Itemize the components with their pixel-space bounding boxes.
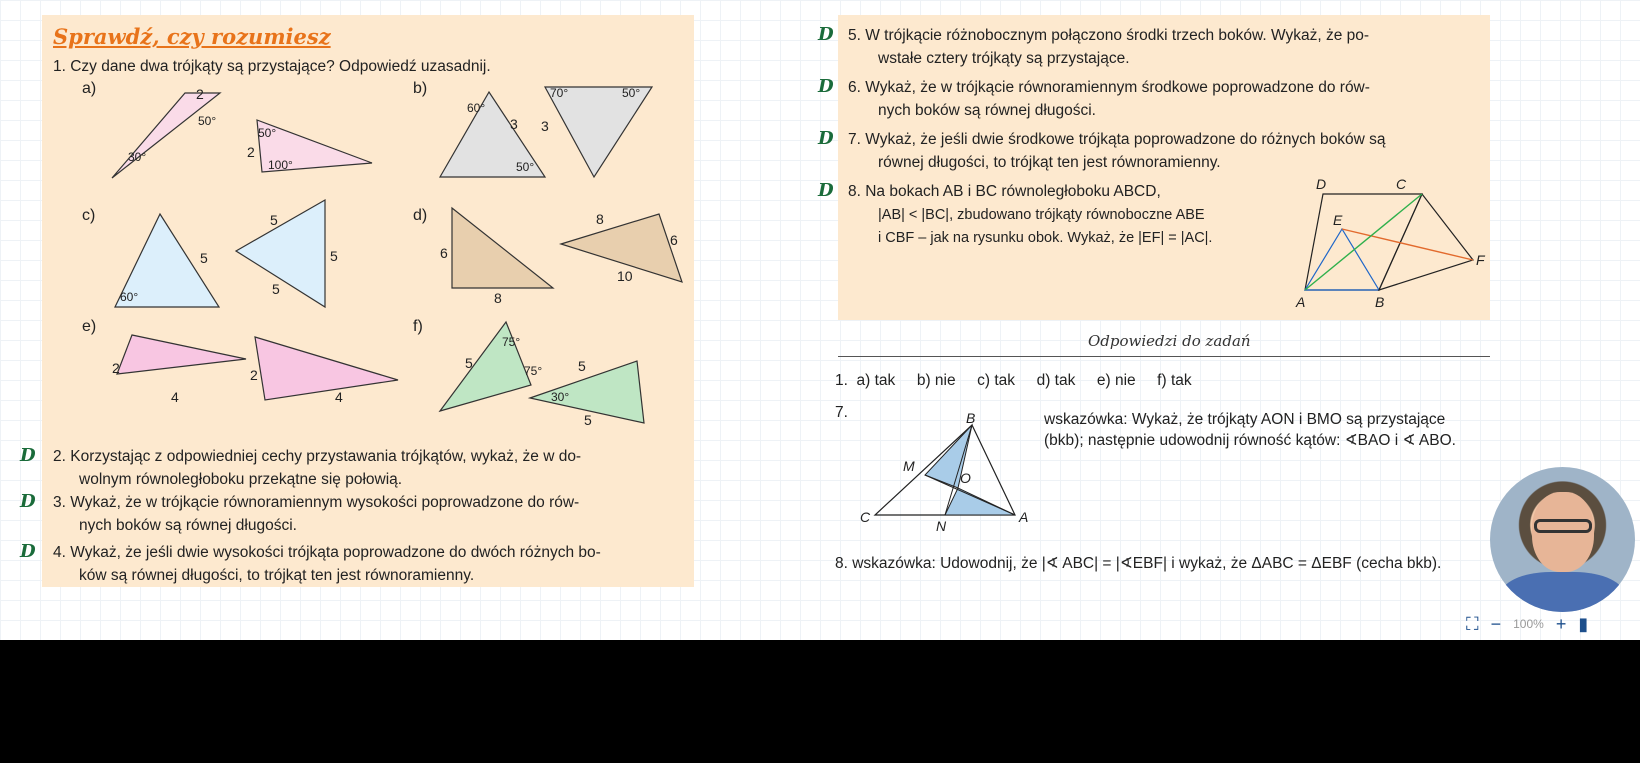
question-3-line-2: nych boków są równej długości. xyxy=(79,517,297,534)
fig8-label-d: D xyxy=(1316,176,1327,192)
a-angle-3: 50° xyxy=(258,126,277,140)
fig7-label-c: C xyxy=(860,509,871,525)
difficulty-marker-3: D xyxy=(20,491,36,512)
fig8-label-f: F xyxy=(1476,252,1485,268)
a-side-1: 2 xyxy=(196,86,204,102)
d-side-3: 8 xyxy=(596,211,604,227)
answer-1: 1. a) tak b) nie c) tak d) tak e) nie f) tak xyxy=(835,372,1192,389)
answer-7-line-1: wskazówka: Wykaż, że trójkąty AON i BMO są przystające xyxy=(1044,411,1446,428)
section-title: Sprawdź, czy rozumiesz xyxy=(53,24,331,49)
webcam-video xyxy=(1490,467,1635,612)
fig8-label-b: B xyxy=(1375,294,1385,310)
f-side-2: 5 xyxy=(578,358,586,374)
fig8-label-e: E xyxy=(1333,212,1343,228)
e-side-1: 2 xyxy=(112,360,120,376)
d-side-4: 6 xyxy=(670,232,678,248)
b-angle-2: 50° xyxy=(516,160,535,174)
answer-7-number: 7. xyxy=(835,404,848,421)
b-angle-4: 50° xyxy=(622,86,641,100)
question-8-line-2: |AB| < |BC|, zbudowano trójkąty równoboczne ABE xyxy=(878,207,1205,223)
c-angle-1: 60° xyxy=(120,290,139,304)
question-7-line-1: 7. Wykaż, że jeśli dwie środkowe trójkąta poprowadzone do różnych boków są xyxy=(848,131,1386,148)
e-side-4: 4 xyxy=(335,389,343,405)
triangle-e1 xyxy=(117,335,246,374)
difficulty-marker-4: D xyxy=(20,541,36,562)
difficulty-marker-8: D xyxy=(818,180,834,201)
f-angle-3: 30° xyxy=(551,390,570,404)
question-5-line-2: wstałe cztery trójkąty są przystające. xyxy=(878,50,1130,67)
question-8-line-1: 8. Na bokach AB i BC równoległoboku ABCD, xyxy=(848,183,1161,200)
b-side-1: 3 xyxy=(510,116,518,132)
f-angle-2: 75° xyxy=(524,364,543,378)
label-e: e) xyxy=(82,318,97,335)
question-2-line-2: wolnym równoległoboku przekątne się połowią. xyxy=(79,471,403,488)
question-3-line-1: 3. Wykaż, że w trójkącie równoramiennym wysokości poprowadzone do rów- xyxy=(53,494,580,511)
fig7-label-b: B xyxy=(966,410,976,426)
triangle-cbf xyxy=(1379,194,1473,290)
triangle-b2 xyxy=(545,87,652,177)
e-side-3: 2 xyxy=(250,367,258,383)
a-angle-4: 100° xyxy=(268,158,293,172)
answer-7-line-2: (bkb); następnie udowodnij równość kątów: ∢BAO i ∢ ABO. xyxy=(1044,432,1456,449)
a-side-2: 2 xyxy=(247,144,255,160)
map-icon[interactable]: ▮ xyxy=(1578,613,1589,634)
question-1: 1. Czy dane dwa trójkąty są przystające? Odpowiedź uzasadnij. xyxy=(53,58,491,75)
triangle-d1 xyxy=(452,208,553,288)
difficulty-marker-5: D xyxy=(818,24,834,45)
c-side-3: 5 xyxy=(330,248,338,264)
question-6-line-2: nych boków są równej długości. xyxy=(878,102,1096,119)
label-f: f) xyxy=(413,318,423,335)
a-angle-2: 30° xyxy=(128,150,147,164)
a-angle-1: 50° xyxy=(198,114,217,128)
c-side-4: 5 xyxy=(272,281,280,297)
f-angle-1: 75° xyxy=(502,335,521,349)
difficulty-marker-7: D xyxy=(818,128,834,149)
triangle-c2 xyxy=(236,200,325,307)
zoom-out-button[interactable]: − xyxy=(1490,613,1502,634)
fig7-label-a: A xyxy=(1019,509,1029,525)
difficulty-marker-6: D xyxy=(818,76,834,97)
label-d: d) xyxy=(413,207,428,224)
question-8-line-3: i CBF – jak na rysunku obok. Wykaż, że |EF| = |AC|. xyxy=(878,230,1213,246)
letterbox-bar xyxy=(0,640,1640,763)
fig7-label-n: N xyxy=(936,518,947,534)
fig7-label-m: M xyxy=(903,458,915,474)
fig8-label-c: C xyxy=(1396,176,1407,192)
question-5-line-1: 5. W trójkącie różnobocznym połączono środki trzech boków. Wykaż, że po- xyxy=(848,27,1370,44)
b-angle-3: 70° xyxy=(550,86,569,100)
label-c: c) xyxy=(82,207,96,224)
c-side-2: 5 xyxy=(200,250,208,266)
fig7-label-o: O xyxy=(960,470,971,486)
answers-divider xyxy=(838,356,1490,357)
triangle-e2 xyxy=(255,337,398,400)
d-side-2: 8 xyxy=(494,290,502,306)
f-side-1: 5 xyxy=(465,355,473,371)
fullscreen-icon[interactable]: ⛶ xyxy=(1466,613,1479,634)
c-side-1: 5 xyxy=(270,212,278,228)
f-side-3: 5 xyxy=(584,412,592,428)
segment-ac xyxy=(1305,194,1422,290)
zoom-controls xyxy=(1458,612,1638,636)
b-angle-1: 60° xyxy=(467,101,486,115)
question-4-line-2: ków są równej długości, to trójkąt ten jest równoramienny. xyxy=(79,567,475,584)
d-side-1: 6 xyxy=(440,245,448,261)
e-side-2: 4 xyxy=(171,389,179,405)
question-2-line-1: 2. Korzystając z odpowiedniej cechy przystawania trójkątów, wykaż, że w do- xyxy=(53,448,582,465)
label-b: b) xyxy=(413,80,428,97)
fig8-label-a: A xyxy=(1296,294,1306,310)
zoom-in-button[interactable]: + xyxy=(1555,613,1567,634)
difficulty-marker-2: D xyxy=(20,445,36,466)
question-7-line-2: równej długości, to trójkąt ten jest równoramienny. xyxy=(878,154,1221,171)
zoom-level: 100% xyxy=(1513,617,1544,631)
label-a: a) xyxy=(82,80,97,97)
answers-title: Odpowiedzi do zadań xyxy=(1088,332,1251,350)
d-side-5: 10 xyxy=(617,268,633,284)
triangle-a1 xyxy=(112,93,220,178)
question-6-line-1: 6. Wykaż, że w trójkącie równoramiennym środkowe poprowadzone do rów- xyxy=(848,79,1370,96)
b-side-2: 3 xyxy=(541,118,549,134)
question-4-line-1: 4. Wykaż, że jeśli dwie wysokości trójkąta poprowadzone do dwóch różnych bo- xyxy=(53,544,601,561)
answer-8: 8. wskazówka: Udowodnij, że |∢ ABC| = |∢EBF| i wykaż, że ΔABC = ΔEBF (cecha bkb). xyxy=(835,555,1442,572)
